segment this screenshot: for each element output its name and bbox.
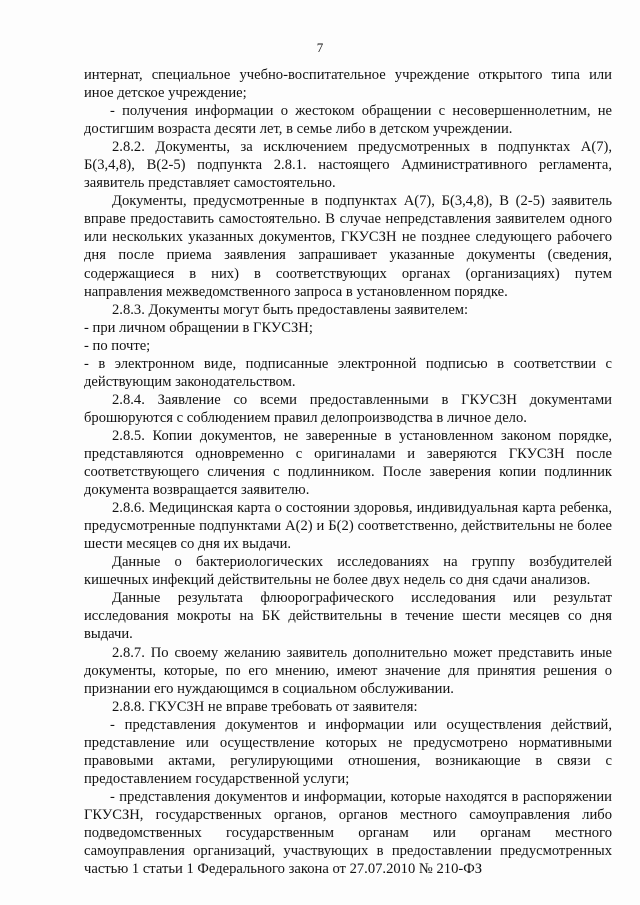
paragraph: Документы, предусмотренные в подпунктах А(7), Б(3,4,8), В (2-5) заявитель вправе предоставить самостоятельно. В случае непредставления заявителем одного или нескольких указанных документов, ГКУСЗН не позднее следующего рабочего дня после приема заявления запрашивает указанные документы (сведения, содержащиеся в них) в соответствующих органах (организациях) путем направления межведомственного запроса в установленном порядке.: [84, 193, 612, 300]
paragraph: Данные о бактериологических исследованиях на группу возбудителей кишечных инфекций действительны не более двух недель со дня сдачи анализов.: [84, 554, 612, 589]
paragraph: - при личном обращении в ГКУСЗН;: [84, 319, 313, 336]
paragraph: 2.8.4. Заявление со всеми предоставленными в ГКУСЗН документами брошюруются с соблюдением правил делопроизводства в личное дело.: [84, 391, 612, 426]
document-body: [84, 66, 612, 878]
paragraph: 2.8.3. Документы могут быть предоставлены заявителем:: [112, 301, 469, 318]
paragraph: 2.8.6. Медицинская карта о состоянии здоровья, индивидуальная карта ребенка, предусмотренные подпунктами А(2) и Б(2) соответственно, действительны не более шести месяцев со дня их выдачи.: [84, 500, 612, 553]
paragraph: 2.8.7. По своему желанию заявитель дополнительно может представить иные документы, которые, по его мнению, имеют значение для принятия решения о признании его нуждающимся в социальном обслуживании.: [84, 644, 612, 697]
paragraph: - по почте;: [84, 337, 151, 354]
paragraph: 2.8.2. Документы, за исключением предусмотренных в подпунктах А(7), Б(3,4,8), В(2-5) подпункта 2.8.1. настоящего Административного регламента, заявитель представляет самостоятельно.: [84, 139, 612, 192]
paragraph: - представления документов и информации, которые находятся в распоряжении ГКУСЗН, государственных органов, органов местного самоуправления либо подведомственных государственным органам или органам местного самоуправления организаций, участвующих в предоставлении предусмотренных частью 1 статьи 1 Федерального закона от 27.07.2010 № 210-ФЗ: [84, 788, 612, 878]
paragraph: интернат, специальное учебно-воспитательное учреждение открытого типа или иное детское учреждение;: [84, 67, 612, 102]
paragraph: 2.8.8. ГКУСЗН не вправе требовать от заявителя:: [112, 698, 418, 715]
paragraph: Данные результата флюорографического исследования или результат исследования мокроты на БК действительны в течение шести месяцев со дня выдачи.: [84, 590, 612, 643]
paragraph: - в электронном виде, подписанные электронной подписью в соответствии с действующим законодательством.: [84, 355, 612, 390]
paragraph: - получения информации о жестоком обращении с несовершеннолетним, не достигшим возраста десяти лет, в семье либо в детском учреждении.: [84, 103, 612, 138]
paragraph: 2.8.5. Копии документов, не заверенные в установленном законом порядке, представляются одновременно с оригиналами и заверяются ГКУСЗН после соответствующего сличения с подлинником. После заверения копии подлинник документа возвращается заявителю.: [84, 427, 612, 499]
page-number: 7: [316, 40, 324, 55]
paragraph: - представления документов и информации или осуществления действий, представление или осуществление которых не предусмотрено нормативными правовыми актами, регулирующими отношения, возникающие в связи с предоставлением государственной услуги;: [84, 716, 612, 787]
